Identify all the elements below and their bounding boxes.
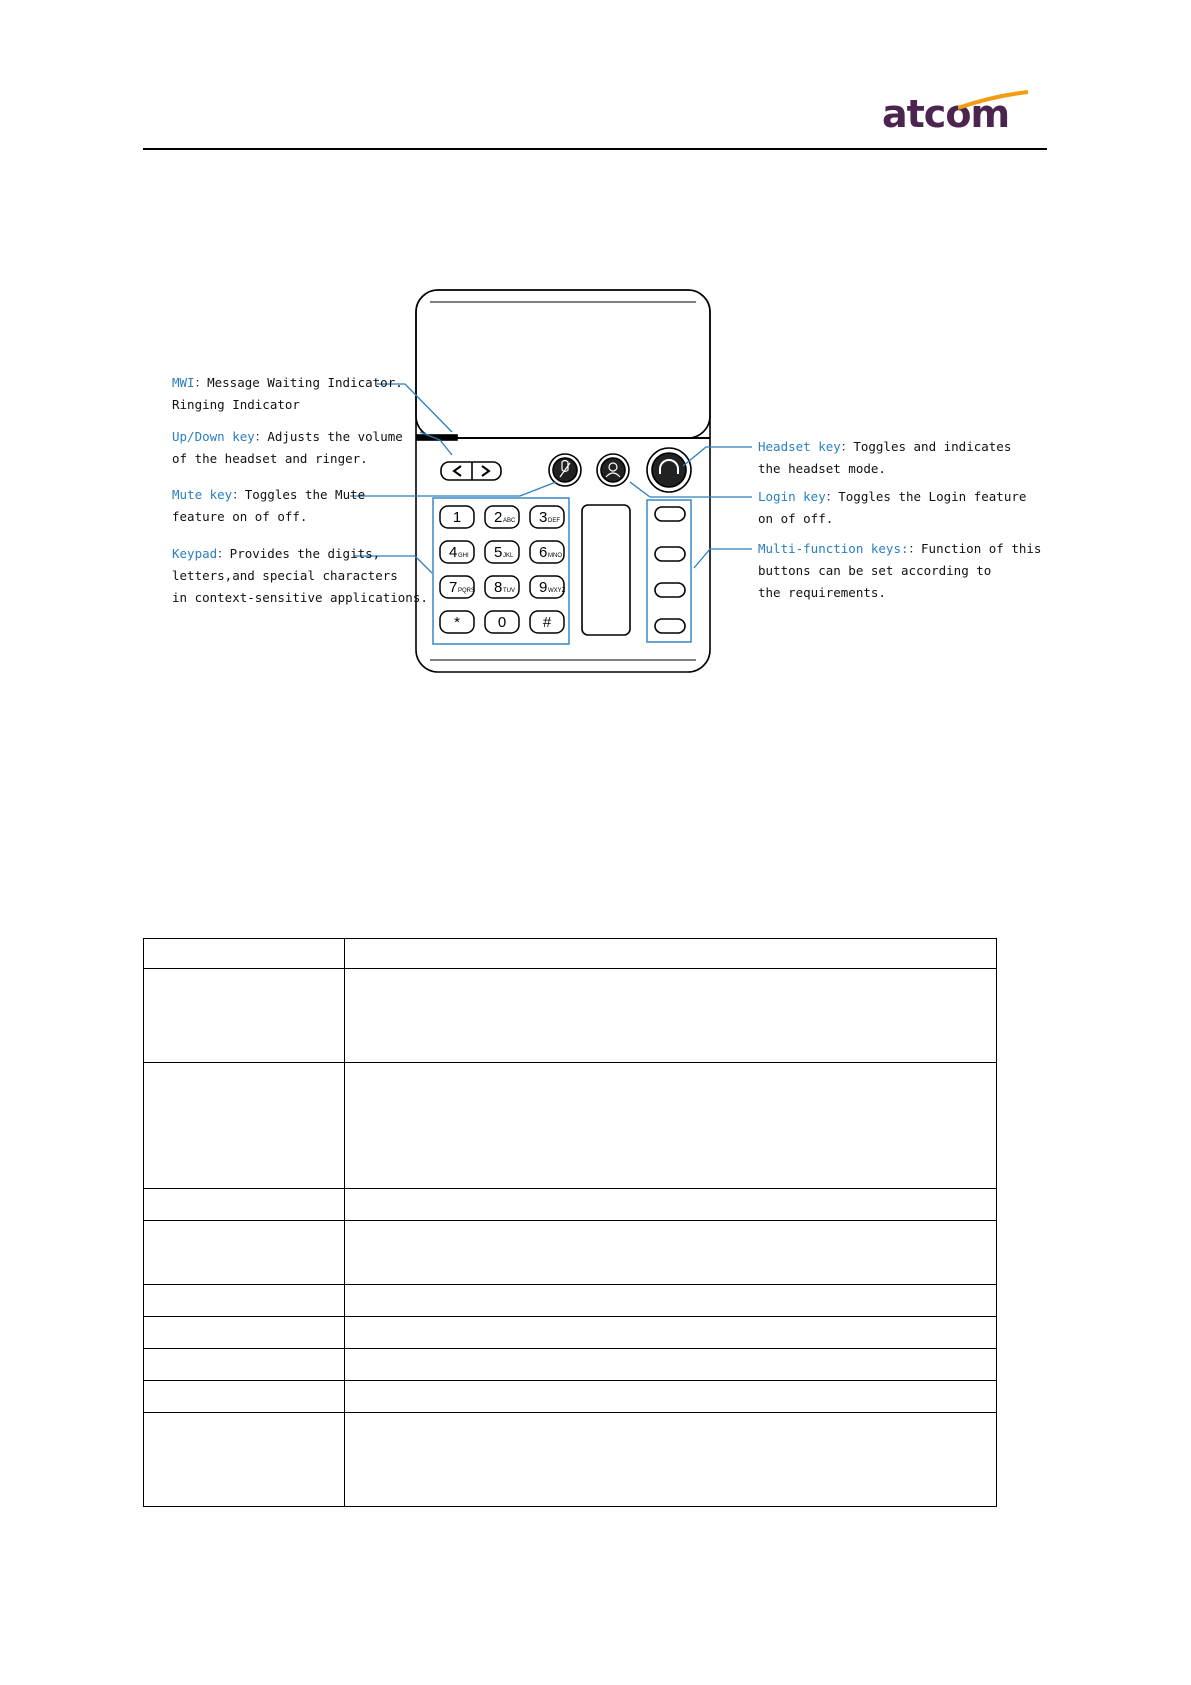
keypad-digit: 5 <box>494 544 503 561</box>
keypad-letters: TUV <box>503 588 515 594</box>
table-row <box>144 1381 997 1413</box>
keypad-digit: 6 <box>539 544 548 561</box>
annotation-multi-function-keys: Multi-function keys:：Function of this buttons can be set according to the requirements. <box>758 541 1042 600</box>
keypad-letters: PQRS <box>458 588 476 594</box>
keypad-key-5 <box>485 541 519 563</box>
annotation-login-key: Login key：Toggles the Login feature on of off. <box>758 489 1027 526</box>
table-row <box>144 1063 997 1189</box>
multi-function-key-4 <box>655 619 685 633</box>
phone-display-area <box>416 290 710 438</box>
table-row <box>144 1189 997 1221</box>
table-cell <box>345 1349 997 1381</box>
keypad-digit: 8 <box>494 579 503 596</box>
table-cell <box>144 1349 345 1381</box>
multi-function-leader <box>694 549 752 568</box>
keypad-key-star <box>440 611 474 633</box>
table-row <box>144 1221 997 1285</box>
login-leader <box>630 482 752 497</box>
table-cell <box>345 939 997 969</box>
table-cell <box>345 1317 997 1349</box>
keypad-letters: GHI <box>458 553 469 559</box>
keypad-key-6 <box>530 541 564 563</box>
annotation-mwi: MWI：Message Waiting Indicator. Ringing Indicator <box>172 375 403 412</box>
annotation-headset-key: Headset key：Toggles and indicates the headset mode. <box>758 439 1012 476</box>
multi-function-key-2 <box>655 547 685 561</box>
keypad-digit: 1 <box>452 509 462 526</box>
keypad-digit: 7 <box>449 579 458 596</box>
keypad-digit: 2 <box>494 509 503 526</box>
up-down-key <box>441 462 501 480</box>
table-cell <box>144 939 345 969</box>
keypad-digit: * <box>454 614 460 631</box>
phone-diagram <box>0 0 1191 720</box>
annotation-keypad: Keypad：Provides the digits, letters,and special characters in context-sensitive applications. <box>172 546 428 605</box>
keypad-key-9 <box>530 576 566 598</box>
table-cell <box>345 969 997 1063</box>
keypad-digit: 0 <box>497 614 507 631</box>
multi-function-key-1 <box>655 507 685 521</box>
keypad-key-0 <box>485 611 519 633</box>
keypad-digit: 4 <box>449 544 458 561</box>
table-row <box>144 1349 997 1381</box>
table-cell <box>144 1285 345 1317</box>
keypad-digit: 9 <box>539 579 548 596</box>
keypad-letters: ABC <box>503 518 516 524</box>
table-cell <box>345 1381 997 1413</box>
table-cell <box>345 1063 997 1189</box>
keypad-keys <box>440 506 566 633</box>
keypad-key-7 <box>440 576 475 598</box>
table-cell <box>144 1413 345 1507</box>
table-cell <box>345 1221 997 1285</box>
mute-leader <box>350 482 556 496</box>
keypad-letters: WXYZ <box>548 588 566 594</box>
keypad-key-hash <box>530 611 564 633</box>
table-cell <box>345 1189 997 1221</box>
keypad-letters: MNO <box>548 553 562 559</box>
multi-function-key-3 <box>655 583 685 597</box>
table-cell <box>144 969 345 1063</box>
keypad-key-2 <box>485 506 519 528</box>
keypad-key-1 <box>440 506 474 528</box>
label-strip <box>582 505 630 635</box>
table-cell <box>144 1189 345 1221</box>
keypad-digit: # <box>542 614 552 631</box>
table-row <box>144 1285 997 1317</box>
table-cell <box>144 1221 345 1285</box>
keypad-letters: JKL <box>503 553 514 559</box>
atcom-logo: atcom <box>880 90 1030 140</box>
annotation-up-down-key: Up/Down key：Adjusts the volume of the headset and ringer. <box>172 429 403 466</box>
table-cell <box>345 1413 997 1507</box>
table-cell <box>144 1063 345 1189</box>
headset-leader <box>683 447 752 466</box>
table-cell <box>144 1317 345 1349</box>
keypad-letters: DEF <box>548 518 560 524</box>
table-row <box>144 1317 997 1349</box>
spec-table <box>143 938 997 1507</box>
annotation-mute-key: Mute key：Toggles the Mute feature on of off. <box>172 487 366 524</box>
keypad-key-4 <box>440 541 474 563</box>
keypad-key-8 <box>485 576 519 598</box>
keypad-key-3 <box>530 506 564 528</box>
table-row <box>144 1413 997 1507</box>
table-cell <box>345 1285 997 1317</box>
keypad-digit: 3 <box>539 509 548 526</box>
table-cell <box>144 1381 345 1413</box>
table-row <box>144 969 997 1063</box>
table-row <box>144 939 997 969</box>
